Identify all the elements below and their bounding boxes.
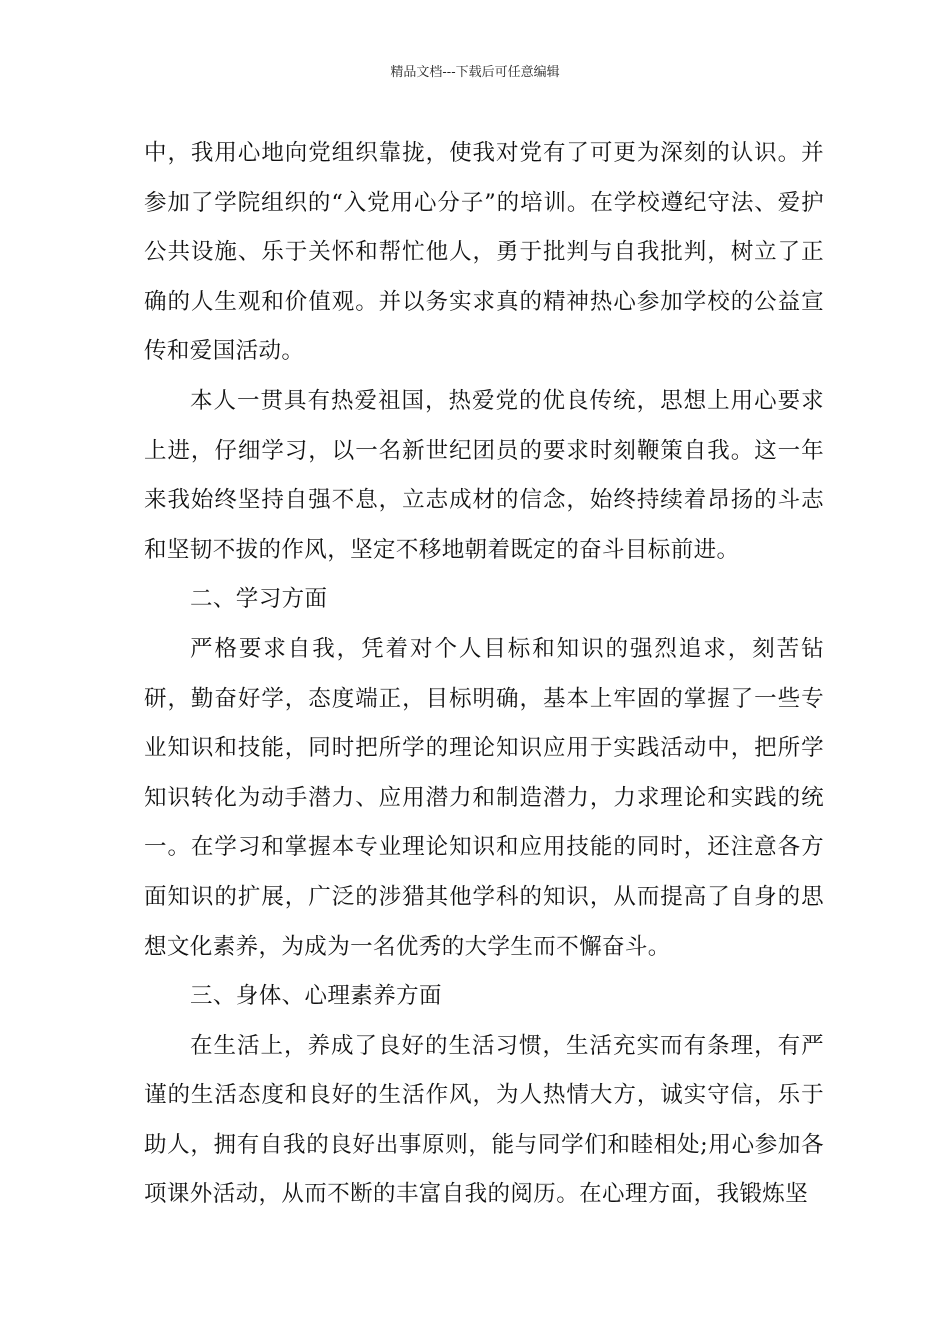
paragraph-party-organization: 中，我用心地向党组织靠拢，使我对党有了可更为深刻的认识。并参加了学院组织的“入党用心分子”的培训。在学校遵纪守法、爱护公共设施、乐于关怀和帮忙他人，勇于批判与自我批判，树立了正确的人生观和价值观。并以务实求真的精神热心参加学校的公益宣传和爱国活动。 <box>144 140 824 365</box>
page-header: 精品文档---下载后可任意编辑 <box>390 65 560 80</box>
paragraph-patriotism: 本人一贯具有热爱祖国，热爱党的优良传统，思想上用心要求上进，仔细学习，以一名新世纪团员的要求时刻鞭策自我。这一年来我始终坚持自强不息，立志成材的信念，始终持续着昂扬的斗志和坚韧不拔的作风，坚定不移地朝着既定的奋斗目标前进。 <box>144 387 824 563</box>
section-heading-study: 二、学习方面 <box>190 586 328 613</box>
document-body <box>144 129 824 1220</box>
paragraph-study: 严格要求自我，凭着对个人目标和知识的强烈追求，刻苦钻研，勤奋好学，态度端正，目标明确，基本上牢固的掌握了一些专业知识和技能，同时把所学的理论知识应用于实践活动中，把所学知识转化为动手潜力、应用潜力和制造潜力，力求理论和实践的统一。在学习和掌握本专业理论知识和应用技能的同时，还注意各方面知识的扩展，广泛的涉猎其他学科的知识，从而提高了自身的思想文化素养，为成为一名优秀的大学生而不懈奋斗。 <box>144 635 824 960</box>
section-heading-body-mind: 三、身体、心理素养方面 <box>190 983 442 1010</box>
paragraph-life: 在生活上，养成了良好的生活习惯，生活充实而有条理，有严谨的生活态度和良好的生活作风，为人热情大方，诚实守信，乐于助人，拥有自我的良好出事原则，能与同学们和睦相处;用心参加各项课外活动，从而不断的丰富自我的阅历。在心理方面，我锻炼坚 <box>144 1032 824 1208</box>
